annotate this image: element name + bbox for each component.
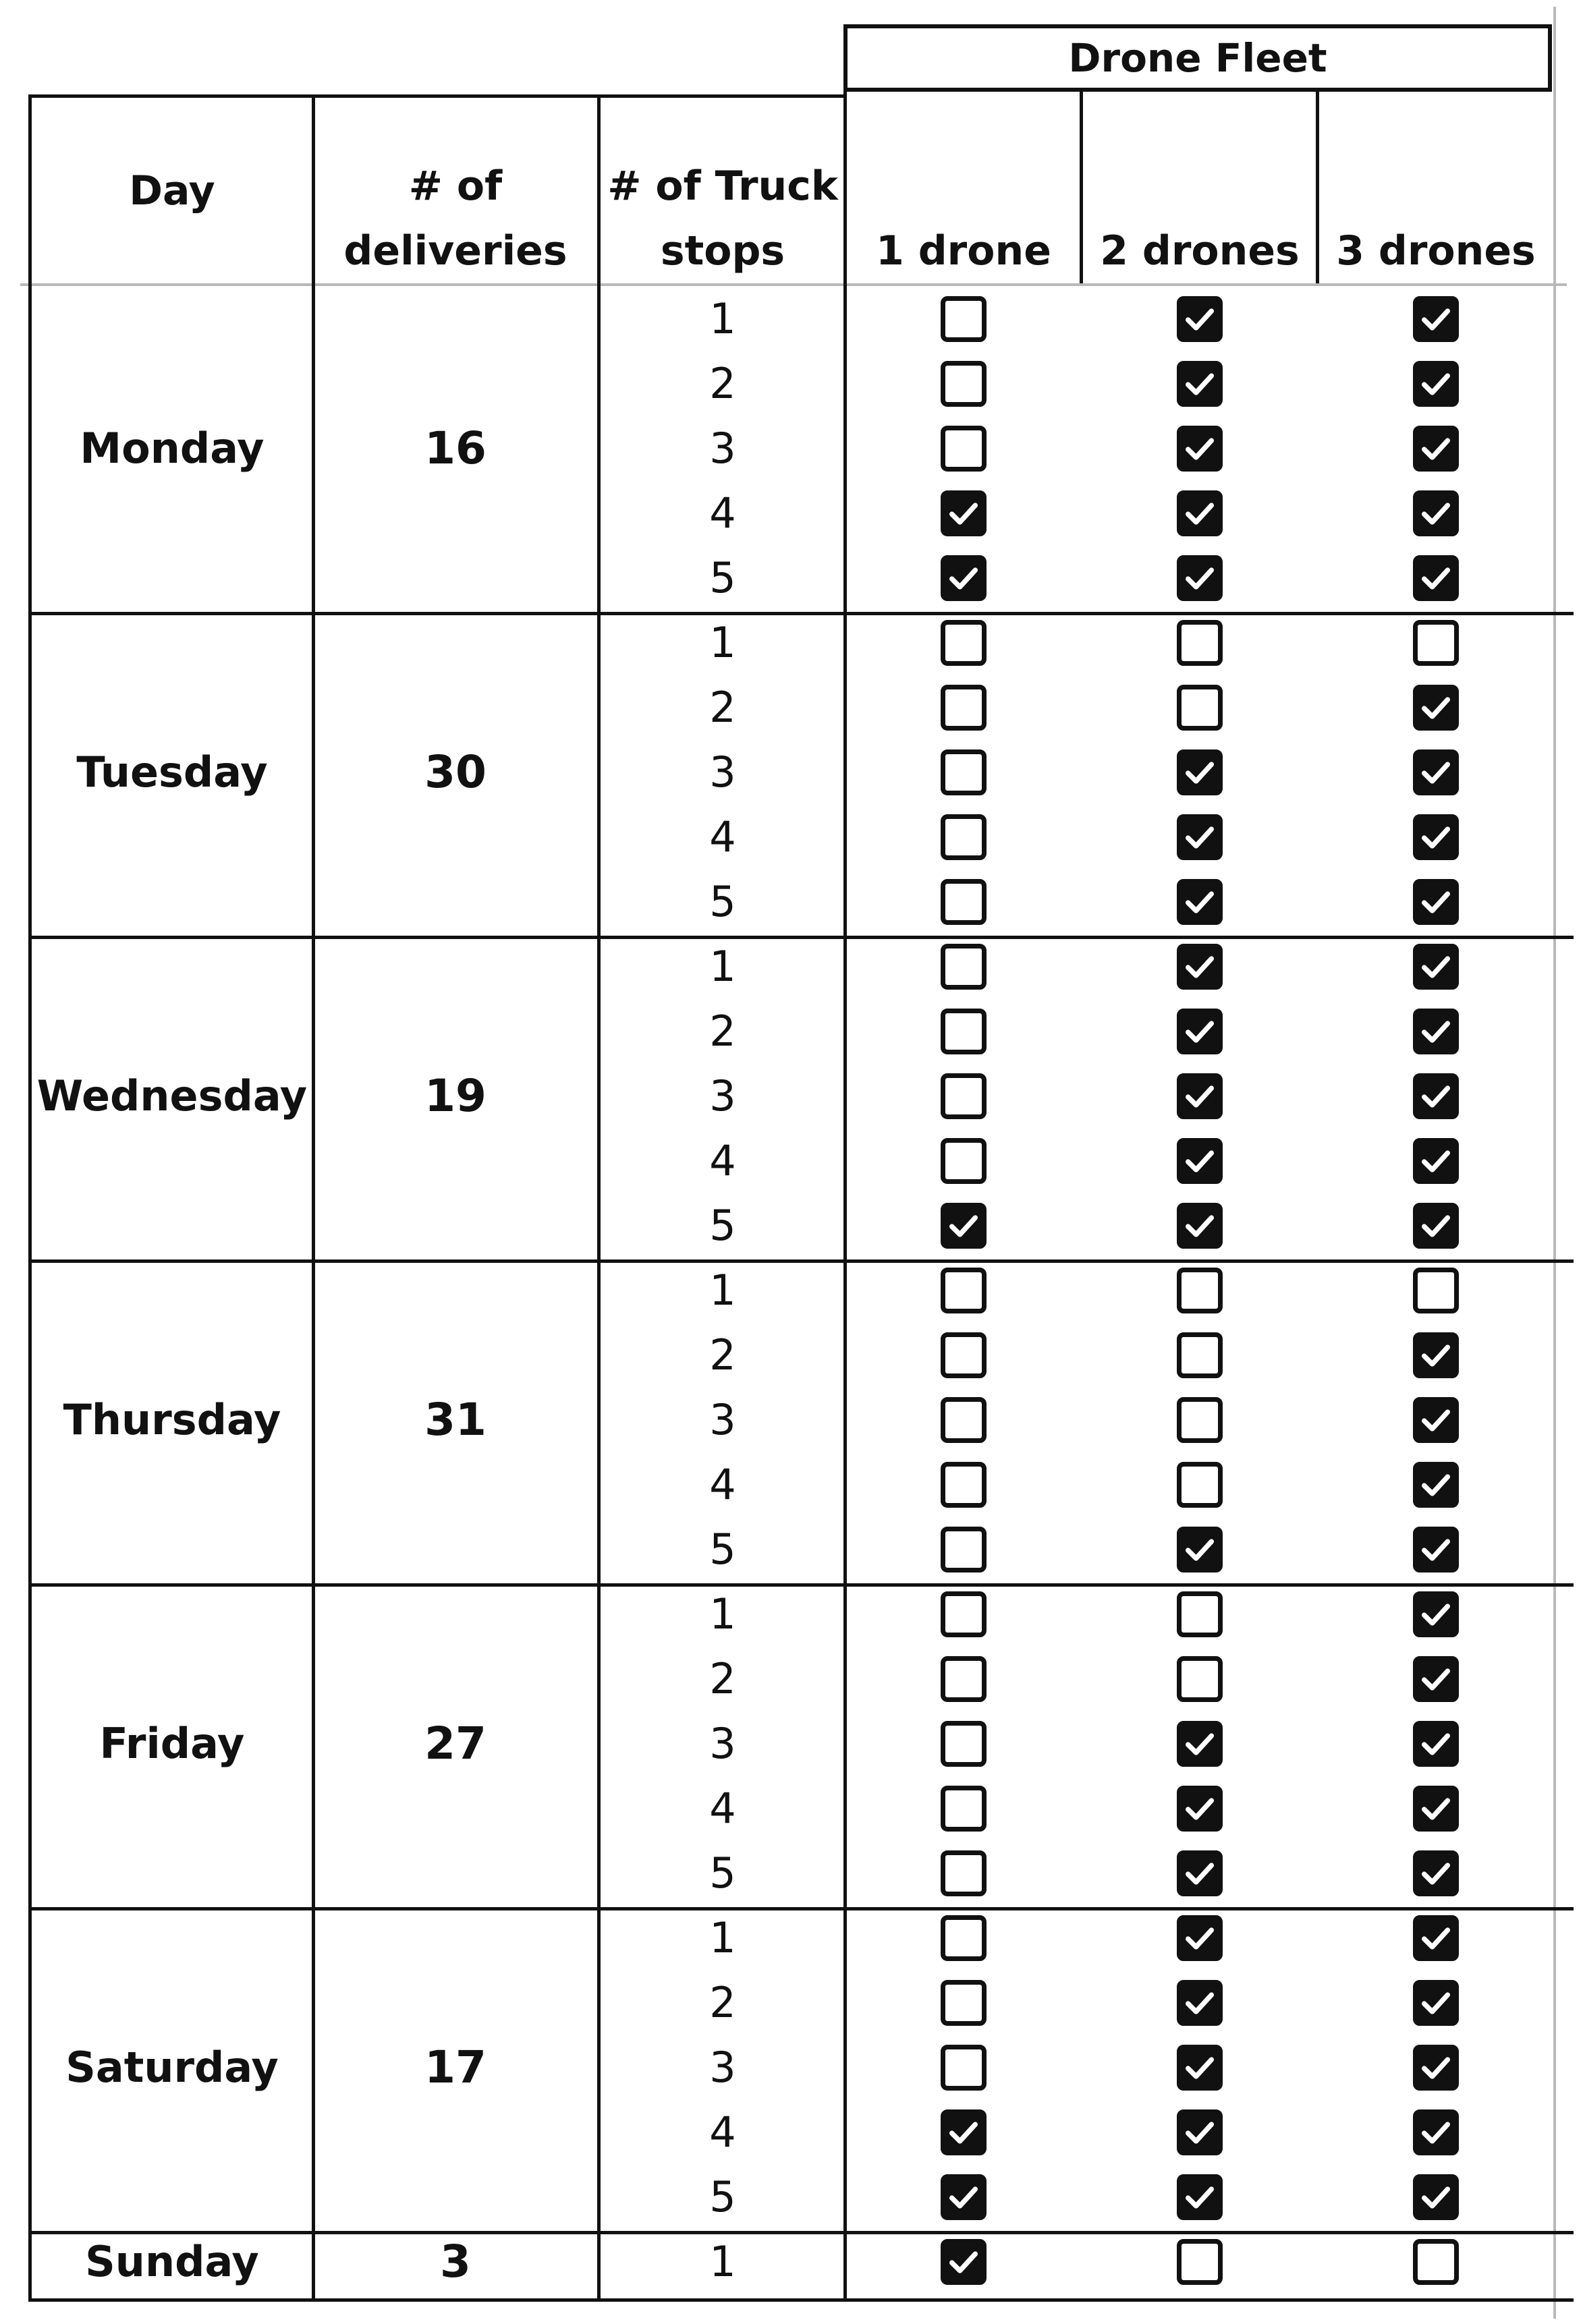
column-header-deliveries-line2: deliveries xyxy=(343,227,567,275)
checkbox-unchecked[interactable] xyxy=(941,814,987,860)
checkbox-checked[interactable] xyxy=(1413,1332,1459,1378)
truck-stops-value: 1 xyxy=(709,1589,736,1639)
truck-stops-value: 2 xyxy=(709,359,736,408)
truck-stops-value: 1 xyxy=(709,1266,736,1315)
column-header-deliveries xyxy=(314,98,597,283)
checkbox-checked[interactable] xyxy=(1413,1656,1459,1702)
header-top-border xyxy=(28,94,847,98)
checkmark-icon xyxy=(1182,496,1217,531)
checkbox-unchecked[interactable] xyxy=(941,1009,987,1054)
checkbox-unchecked[interactable] xyxy=(941,1656,987,1702)
checkmark-icon xyxy=(1182,431,1217,466)
checkbox-unchecked[interactable] xyxy=(941,1850,987,1896)
checkmark-icon xyxy=(1418,1532,1453,1567)
checkbox-checked[interactable] xyxy=(1177,555,1223,601)
checkmark-icon xyxy=(1182,884,1217,919)
checkmark-icon xyxy=(1418,690,1453,725)
checkbox-checked[interactable] xyxy=(1413,426,1459,472)
column-header-day-label: Day xyxy=(129,167,215,215)
checkbox-checked[interactable] xyxy=(941,2109,987,2155)
checkbox-checked[interactable] xyxy=(1413,2109,1459,2155)
checkbox-unchecked[interactable] xyxy=(1413,620,1459,666)
checkbox-unchecked[interactable] xyxy=(941,1591,987,1637)
checkmark-icon xyxy=(1418,1597,1453,1632)
sheet-right-border xyxy=(1553,7,1556,2319)
checkmark-icon xyxy=(946,2244,981,2279)
checkmark-icon xyxy=(1182,755,1217,790)
checkmark-icon xyxy=(1418,1662,1453,1697)
truck-stops-value: 3 xyxy=(709,1395,736,1444)
truck-stops-value: 5 xyxy=(709,553,736,602)
checkmark-icon xyxy=(946,2115,981,2150)
checkmark-icon xyxy=(1418,1143,1453,1179)
column-header-deliveries-line1: # of xyxy=(408,163,503,210)
checkmark-icon xyxy=(1182,2180,1217,2215)
truck-stops-value: 4 xyxy=(709,1784,736,1833)
column-header-3-drones-label: 3 drones xyxy=(1336,227,1536,275)
checkbox-checked[interactable] xyxy=(941,1203,987,1249)
checkbox-unchecked[interactable] xyxy=(941,1527,987,1572)
checkbox-checked[interactable] xyxy=(1413,1203,1459,1249)
checkbox-checked[interactable] xyxy=(1413,944,1459,990)
checkmark-icon xyxy=(1182,366,1217,401)
checkmark-icon xyxy=(946,2180,981,2215)
column-header-truck-stops-line1: # of Truck xyxy=(607,163,838,210)
checkbox-checked[interactable] xyxy=(1177,2045,1223,2091)
checkmark-icon xyxy=(1182,1079,1217,1114)
checkmark-icon xyxy=(1418,1402,1453,1438)
column-header-2-drones xyxy=(1082,98,1318,283)
group-divider xyxy=(28,1583,1574,1587)
day-name: Friday xyxy=(99,1719,245,1768)
checkmark-icon xyxy=(1182,1985,1217,2020)
truck-stops-value: 3 xyxy=(709,2043,736,2092)
truck-stops-value: 4 xyxy=(709,1460,736,1509)
border-col-drone3-header xyxy=(1316,92,1319,283)
checkmark-icon xyxy=(1182,2115,1217,2150)
checkbox-unchecked[interactable] xyxy=(941,1332,987,1378)
checkmark-icon xyxy=(1418,1856,1453,1891)
truck-stops-value: 5 xyxy=(709,877,736,926)
checkbox-unchecked[interactable] xyxy=(941,296,987,342)
truck-stops-value: 5 xyxy=(709,1201,736,1250)
truck-stops-value: 3 xyxy=(709,1719,736,1768)
day-name: Monday xyxy=(80,424,265,473)
checkbox-checked[interactable] xyxy=(1413,1786,1459,1832)
checkbox-unchecked[interactable] xyxy=(941,1397,987,1443)
checkbox-checked[interactable] xyxy=(1413,814,1459,860)
checkbox-checked[interactable] xyxy=(1177,2174,1223,2220)
checkbox-unchecked[interactable] xyxy=(941,620,987,666)
checkbox-unchecked[interactable] xyxy=(941,1786,987,1832)
checkbox-unchecked[interactable] xyxy=(941,1073,987,1119)
column-header-1-drone-label: 1 drone xyxy=(876,227,1051,275)
checkbox-unchecked[interactable] xyxy=(941,879,987,925)
checkbox-unchecked[interactable] xyxy=(941,1980,987,2026)
checkbox-checked[interactable] xyxy=(1413,2174,1459,2220)
checkbox-checked[interactable] xyxy=(1413,1009,1459,1054)
checkbox-checked[interactable] xyxy=(1177,1527,1223,1572)
checkbox-checked[interactable] xyxy=(1413,749,1459,795)
truck-stops-value: 2 xyxy=(709,1654,736,1703)
truck-stops-value: 3 xyxy=(709,747,736,797)
checkbox-unchecked[interactable] xyxy=(941,749,987,795)
checkbox-checked[interactable] xyxy=(1413,1138,1459,1184)
checkbox-unchecked[interactable] xyxy=(1177,685,1223,731)
checkbox-checked[interactable] xyxy=(1177,1203,1223,1249)
checkbox-checked[interactable] xyxy=(1177,1786,1223,1832)
checkbox-checked[interactable] xyxy=(941,490,987,536)
deliveries-count: 16 xyxy=(424,422,487,474)
checkmark-icon xyxy=(1182,949,1217,984)
truck-stops-value: 5 xyxy=(709,1525,736,1574)
table-bottom-border xyxy=(28,2298,1574,2302)
checkbox-checked[interactable] xyxy=(1177,1850,1223,1896)
checkbox-checked[interactable] xyxy=(1177,814,1223,860)
checkbox-checked[interactable] xyxy=(1177,296,1223,342)
truck-stops-value: 5 xyxy=(709,1848,736,1898)
checkmark-icon xyxy=(1418,1791,1453,1826)
checkbox-unchecked[interactable] xyxy=(941,1915,987,1961)
checkbox-checked[interactable] xyxy=(1177,1073,1223,1119)
checkbox-checked[interactable] xyxy=(1413,555,1459,601)
checkbox-checked[interactable] xyxy=(1413,1591,1459,1637)
checkmark-icon xyxy=(1418,1985,1453,2020)
checkbox-unchecked[interactable] xyxy=(1177,1268,1223,1313)
checkbox-checked[interactable] xyxy=(1413,1915,1459,1961)
truck-stops-value: 4 xyxy=(709,1136,736,1185)
deliveries-count: 3 xyxy=(440,2236,471,2288)
checkbox-unchecked[interactable] xyxy=(941,1268,987,1313)
checkbox-unchecked[interactable] xyxy=(1413,1268,1459,1313)
checkbox-checked[interactable] xyxy=(1177,1980,1223,2026)
checkmark-icon xyxy=(1418,884,1453,919)
checkbox-checked[interactable] xyxy=(1413,1073,1459,1119)
truck-stops-value: 4 xyxy=(709,2107,736,2157)
checkmark-icon xyxy=(1418,820,1453,855)
checkmark-icon xyxy=(1418,2115,1453,2150)
checkbox-checked[interactable] xyxy=(941,555,987,601)
truck-stops-value: 2 xyxy=(709,1978,736,2027)
checkbox-checked[interactable] xyxy=(1177,944,1223,990)
checkbox-unchecked[interactable] xyxy=(941,944,987,990)
checkmark-icon xyxy=(1182,2050,1217,2085)
checkmark-icon xyxy=(1182,1208,1217,1243)
checkmark-icon xyxy=(946,496,981,531)
checkmark-icon xyxy=(1418,1467,1453,1502)
checkbox-checked[interactable] xyxy=(1177,1009,1223,1054)
group-divider xyxy=(28,1259,1574,1263)
truck-stops-value: 4 xyxy=(709,812,736,861)
checkmark-icon xyxy=(1418,496,1453,531)
checkmark-icon xyxy=(946,561,981,596)
checkbox-unchecked[interactable] xyxy=(941,1462,987,1508)
checkmark-icon xyxy=(1418,1079,1453,1114)
checkbox-unchecked[interactable] xyxy=(1177,1656,1223,1702)
checkbox-checked[interactable] xyxy=(1177,361,1223,407)
checkbox-unchecked[interactable] xyxy=(1177,2239,1223,2285)
column-header-2-drones-label: 2 drones xyxy=(1100,227,1300,275)
checkbox-checked[interactable] xyxy=(1413,1721,1459,1767)
checkbox-checked[interactable] xyxy=(1413,1527,1459,1572)
deliveries-count: 19 xyxy=(424,1070,487,1122)
truck-stops-value: 2 xyxy=(709,1007,736,1056)
checkmark-icon xyxy=(1182,1532,1217,1567)
checkbox-unchecked[interactable] xyxy=(941,426,987,472)
checkmark-icon xyxy=(1418,1014,1453,1049)
checkbox-checked[interactable] xyxy=(1413,1462,1459,1508)
column-header-3-drones xyxy=(1318,98,1554,283)
truck-stops-value: 1 xyxy=(709,2237,736,2286)
checkbox-checked[interactable] xyxy=(1177,749,1223,795)
truck-stops-value: 2 xyxy=(709,1330,736,1380)
checkmark-icon xyxy=(1182,561,1217,596)
truck-stops-value: 2 xyxy=(709,683,736,732)
drone-fleet-header: Drone Fleet xyxy=(843,24,1552,92)
checkmark-icon xyxy=(1418,1208,1453,1243)
checkmark-icon xyxy=(1418,302,1453,337)
column-header-day xyxy=(30,98,314,283)
group-divider xyxy=(28,2231,1574,2234)
truck-stops-value: 3 xyxy=(709,1071,736,1121)
border-col-deliveries xyxy=(312,94,315,2298)
checkbox-checked[interactable] xyxy=(1413,2045,1459,2091)
day-name: Saturday xyxy=(65,2043,279,2092)
checkbox-checked[interactable] xyxy=(1413,361,1459,407)
checkbox-checked[interactable] xyxy=(1413,1850,1459,1896)
column-header-truck-stops xyxy=(600,98,845,283)
checkmark-icon xyxy=(1418,561,1453,596)
checkbox-unchecked[interactable] xyxy=(941,1138,987,1184)
checkbox-unchecked[interactable] xyxy=(1177,1462,1223,1508)
checkmark-icon xyxy=(1182,1143,1217,1179)
checkbox-checked[interactable] xyxy=(1413,879,1459,925)
checkbox-checked[interactable] xyxy=(1177,1138,1223,1184)
checkmark-icon xyxy=(1418,2180,1453,2215)
checkbox-checked[interactable] xyxy=(1177,426,1223,472)
border-col-drone1 xyxy=(843,92,847,2298)
checkmark-icon xyxy=(1418,1726,1453,1761)
header-bottom-border xyxy=(20,283,1567,286)
truck-stops-value: 1 xyxy=(709,618,736,667)
deliveries-count: 27 xyxy=(424,1718,487,1769)
checkbox-unchecked[interactable] xyxy=(1177,620,1223,666)
border-col-stops xyxy=(597,94,601,2298)
checkbox-checked[interactable] xyxy=(1177,1915,1223,1961)
checkbox-unchecked[interactable] xyxy=(941,361,987,407)
checkmark-icon xyxy=(1418,1921,1453,1956)
checkmark-icon xyxy=(1182,1921,1217,1956)
checkbox-unchecked[interactable] xyxy=(941,1721,987,1767)
day-name: Tuesday xyxy=(76,747,268,797)
deliveries-count: 17 xyxy=(424,2041,487,2093)
checkmark-icon xyxy=(1182,820,1217,855)
border-left xyxy=(28,94,32,2298)
truck-stops-value: 1 xyxy=(709,1913,736,1962)
deliveries-count: 31 xyxy=(424,1394,487,1446)
column-header-truck-stops-line2: stops xyxy=(660,227,785,275)
truck-stops-value: 5 xyxy=(709,2172,736,2221)
truck-stops-value: 1 xyxy=(709,294,736,343)
group-divider xyxy=(28,1907,1574,1910)
group-divider xyxy=(28,612,1574,615)
checkbox-checked[interactable] xyxy=(1413,490,1459,536)
checkmark-icon xyxy=(946,1208,981,1243)
checkbox-checked[interactable] xyxy=(1413,685,1459,731)
checkmark-icon xyxy=(1418,2050,1453,2085)
truck-stops-value: 3 xyxy=(709,424,736,473)
truck-stops-value: 4 xyxy=(709,488,736,538)
checkmark-icon xyxy=(1418,949,1453,984)
group-divider xyxy=(28,936,1574,939)
checkmark-icon xyxy=(1418,755,1453,790)
checkbox-checked[interactable] xyxy=(941,2174,987,2220)
day-name: Sunday xyxy=(85,2237,259,2286)
checkbox-unchecked[interactable] xyxy=(1413,2239,1459,2285)
checkbox-unchecked[interactable] xyxy=(1177,1591,1223,1637)
checkbox-unchecked[interactable] xyxy=(1177,1332,1223,1378)
checkmark-icon xyxy=(1182,1856,1217,1891)
checkmark-icon xyxy=(1418,366,1453,401)
checkbox-checked[interactable] xyxy=(1177,490,1223,536)
border-col-drone2-header xyxy=(1080,92,1083,283)
checkbox-checked[interactable] xyxy=(1177,1721,1223,1767)
checkbox-unchecked[interactable] xyxy=(1177,1397,1223,1443)
checkbox-checked[interactable] xyxy=(1413,296,1459,342)
checkbox-checked[interactable] xyxy=(1413,1397,1459,1443)
day-name: Thursday xyxy=(63,1395,281,1444)
checkbox-checked[interactable] xyxy=(1177,879,1223,925)
checkmark-icon xyxy=(1182,302,1217,337)
checkbox-checked[interactable] xyxy=(1413,1980,1459,2026)
checkbox-unchecked[interactable] xyxy=(941,685,987,731)
day-name: Wednesday xyxy=(36,1071,308,1121)
checkmark-icon xyxy=(1182,1014,1217,1049)
checkmark-icon xyxy=(1182,1791,1217,1826)
truck-stops-value: 1 xyxy=(709,942,736,991)
checkmark-icon xyxy=(1182,1726,1217,1761)
checkbox-checked[interactable] xyxy=(1177,2109,1223,2155)
checkbox-unchecked[interactable] xyxy=(941,2045,987,2091)
checkbox-checked[interactable] xyxy=(941,2239,987,2285)
checkmark-icon xyxy=(1418,1338,1453,1373)
deliveries-count: 30 xyxy=(424,746,487,798)
checkmark-icon xyxy=(1418,431,1453,466)
column-header-1-drone xyxy=(845,98,1082,283)
